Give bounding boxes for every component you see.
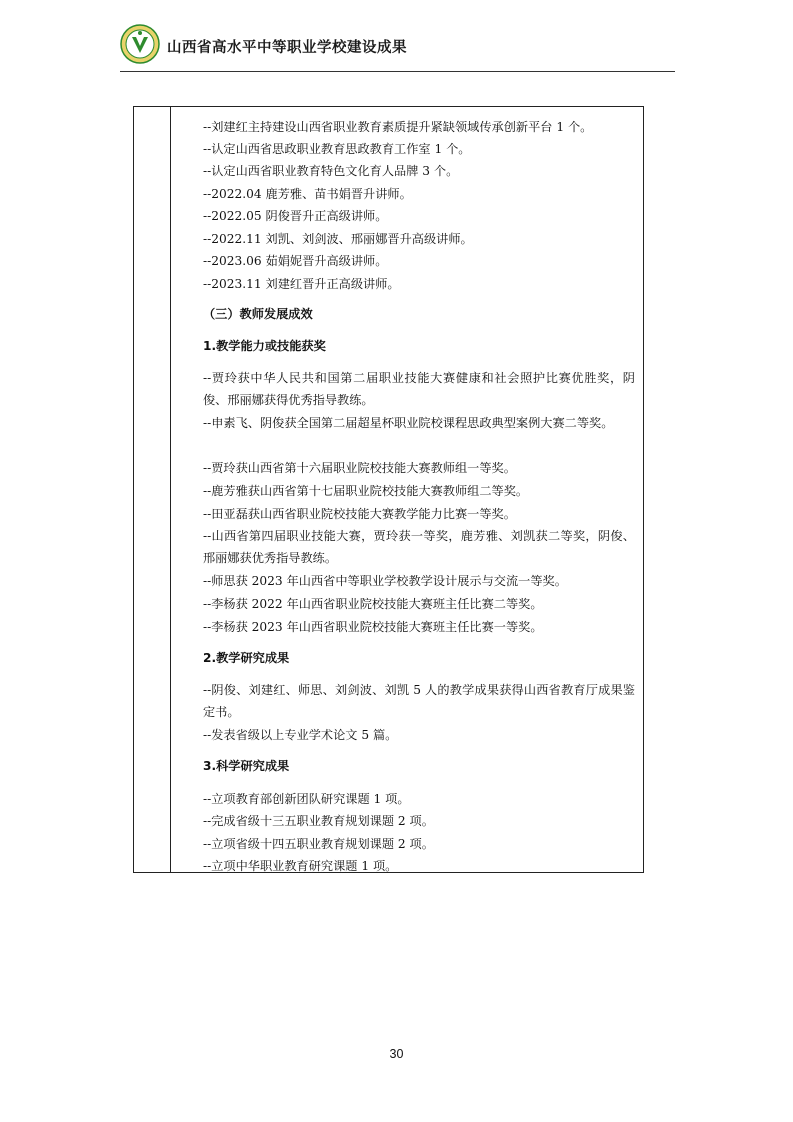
subsection-heading: 1.教学能力或技能获奖	[203, 339, 326, 353]
school-logo-icon	[120, 24, 160, 64]
list-item: --师思获 2023 年山西省中等职业学校教学设计展示与交流一等奖。	[203, 574, 567, 588]
list-item: --鹿芳雅获山西省第十七届职业院校技能大赛教师组二等奖。	[203, 484, 529, 498]
list-item: --贾玲获中华人民共和国第二届职业技能大赛健康和社会照护比赛优胜奖，阴俊、邢丽娜获得优秀指导教练。	[203, 371, 635, 407]
list-item: --阴俊、刘建红、师思、刘剑波、刘凯 5 人的教学成果获得山西省教育厅成果鉴定书。	[203, 683, 635, 719]
list-item: --刘建红主持建设山西省职业教育素质提升紧缺领域传承创新平台 1 个。	[203, 120, 593, 134]
header-divider	[120, 71, 675, 72]
header-title: 山西省高水平中等职业学校建设成果	[167, 40, 407, 56]
list-item: --发表省级以上专业学术论文 5 篇。	[203, 728, 398, 742]
list-item: --2022.11 刘凯、刘剑波、邢丽娜晋升高级讲师。	[203, 232, 473, 246]
list-item: --立项中华职业教育研究课题 1 项。	[203, 859, 398, 873]
list-item: --2022.05 阴俊晋升正高级讲师。	[203, 209, 388, 223]
list-item: --申素飞、阴俊获全国第二届超星杯职业院校课程思政典型案例大赛二等奖。	[203, 416, 614, 430]
list-item: --田亚磊获山西省职业院校技能大赛教学能力比赛一等奖。	[203, 507, 516, 521]
table-column-divider	[170, 107, 171, 872]
section-heading: （三）教师发展成效	[203, 307, 313, 321]
page-header	[120, 24, 675, 74]
subsection-heading: 3.科学研究成果	[203, 759, 290, 773]
page-number: 30	[389, 1047, 404, 1061]
subsection-heading: 2.教学研究成果	[203, 651, 290, 665]
list-item: --2023.11 刘建红晋升正高级讲师。	[203, 277, 400, 291]
list-item: --李杨获 2023 年山西省职业院校技能大赛班主任比赛一等奖。	[203, 620, 543, 634]
list-item: --立项教育部创新团队研究课题 1 项。	[203, 792, 410, 806]
content-table	[133, 106, 644, 873]
list-item: --认定山西省职业教育特色文化育人品牌 3 个。	[203, 164, 459, 178]
list-item: --贾玲获山西省第十六届职业院校技能大赛教师组一等奖。	[203, 461, 516, 475]
list-item: --山西省第四届职业技能大赛，贾玲获一等奖，鹿芳雅、刘凯获二等奖，阴俊、邢丽娜获优秀指导教练。	[203, 529, 635, 565]
list-item: --立项省级十四五职业教育规划课题 2 项。	[203, 837, 434, 851]
list-item: --2022.04 鹿芳雅、苗书娟晋升讲师。	[203, 187, 412, 201]
list-item: --完成省级十三五职业教育规划课题 2 项。	[203, 814, 434, 828]
list-item: --认定山西省思政职业教育思政教育工作室 1 个。	[203, 142, 471, 156]
list-item: --2023.06 茹娟妮晋升高级讲师。	[203, 254, 388, 268]
list-item: --李杨获 2022 年山西省职业院校技能大赛班主任比赛二等奖。	[203, 597, 543, 611]
